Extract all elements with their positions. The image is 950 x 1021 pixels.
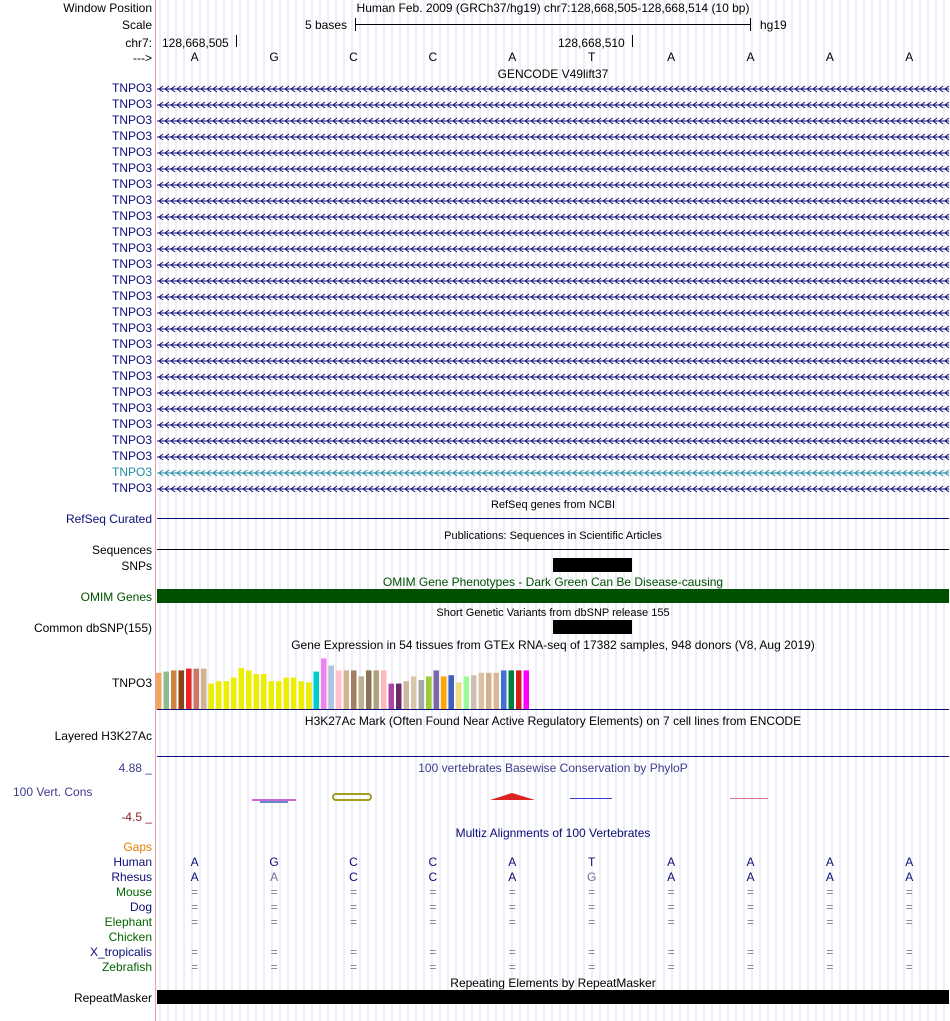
phylop-min-label: -4.5 _ — [121, 810, 152, 824]
gencode-transcript-line[interactable] — [157, 325, 949, 333]
species-label[interactable]: Rhesus — [111, 870, 152, 884]
alignment-base: = — [905, 945, 913, 959]
gtex-tissue-bar — [486, 673, 492, 710]
alignment-base: C — [428, 855, 438, 869]
gencode-transcript-line[interactable] — [157, 485, 949, 493]
ruler-base: C — [349, 50, 358, 64]
gtex-tissue-bar — [344, 670, 350, 710]
alignment-base: A — [746, 870, 755, 884]
gencode-transcript-label[interactable]: TNPO3 — [111, 481, 152, 495]
species-label[interactable]: Chicken — [108, 930, 152, 944]
dbsnp-track-title: Short Genetic Variants from dbSNP release 155 — [436, 607, 670, 619]
alignment-base: = — [508, 945, 516, 959]
ruler-base: A — [746, 50, 755, 64]
h3k27ac-track-label[interactable]: Layered H3K27Ac — [54, 729, 152, 743]
ruler-position-mid: 128,668,510 — [558, 36, 625, 50]
gtex-tissue-bar — [156, 673, 162, 710]
gencode-transcript-line[interactable] — [157, 197, 949, 205]
ruler-base: C — [428, 50, 438, 64]
alignment-base: = — [588, 915, 596, 929]
alignment-base: A — [905, 870, 914, 884]
gtex-tissue-bar — [314, 672, 320, 710]
gtex-tissue-bar — [329, 666, 335, 710]
gtex-tissue-bar — [516, 670, 522, 710]
alignment-base: A — [190, 870, 199, 884]
gencode-transcript-line[interactable] — [157, 277, 949, 285]
phylop-mark-3 — [490, 793, 535, 800]
alignment-base: = — [429, 960, 437, 974]
gencode-transcript-line[interactable] — [157, 245, 949, 253]
gencode-transcript-line[interactable] — [157, 133, 949, 141]
alignment-base: = — [667, 945, 675, 959]
multiz-track-title: Multiz Alignments of 100 Vertebrates — [455, 826, 651, 840]
alignment-base: = — [905, 960, 913, 974]
refseq-gene-line[interactable] — [157, 518, 949, 519]
phylop-mark-1b — [260, 801, 288, 803]
phylop-track-label[interactable]: 100 Vert. Cons — [13, 785, 93, 799]
alignment-base: A — [746, 855, 755, 869]
alignment-base: = — [667, 885, 675, 899]
gencode-transcript-label[interactable]: TNPO3 — [111, 225, 152, 239]
gtex-tissue-bar — [179, 670, 185, 710]
gtex-track-title: Gene Expression in 54 tissues from GTEx RNA-seq of 17382 samples, 948 donors (V8, Aug 2019) — [291, 638, 815, 652]
gtex-tissue-bar — [494, 673, 500, 710]
alignment-base: = — [826, 945, 834, 959]
gencode-transcript-line[interactable] — [157, 389, 949, 397]
phylop-mark-5 — [730, 798, 768, 799]
gencode-track-title: GENCODE V49lift37 — [497, 67, 609, 81]
alignment-base: = — [588, 960, 596, 974]
strand-label: ---> — [133, 51, 152, 65]
gencode-transcript-label[interactable]: TNPO3 — [111, 257, 152, 271]
gaps-label[interactable]: Gaps — [123, 840, 152, 854]
h3k27ac-baseline — [157, 756, 949, 757]
gencode-transcript-label[interactable]: TNPO3 — [111, 81, 152, 95]
alignment-base: = — [270, 900, 278, 914]
gencode-transcript-label[interactable]: TNPO3 — [111, 465, 152, 479]
alignment-base: = — [508, 900, 516, 914]
gtex-tissue-bar — [471, 675, 477, 710]
alignment-base: = — [905, 915, 913, 929]
omim-track-title: OMIM Gene Phenotypes - Dark Green Can Be Disease-causing — [382, 575, 724, 589]
gencode-transcript-line[interactable] — [157, 437, 949, 445]
gtex-baseline — [157, 709, 949, 710]
alignment-base: = — [191, 960, 199, 974]
gtex-tissue-bar — [381, 670, 387, 710]
alignment-base: A — [190, 855, 199, 869]
alignment-base: = — [349, 885, 358, 899]
gencode-transcript-label[interactable]: TNPO3 — [111, 145, 152, 159]
alignment-base: = — [270, 915, 278, 929]
phylop-mark-2 — [333, 794, 371, 800]
species-label[interactable]: Dog — [129, 900, 152, 914]
phylop-track-title: 100 vertebrates Basewise Conservation by PhyloP — [418, 761, 688, 775]
alignment-base: C — [428, 870, 438, 884]
species-label[interactable]: Elephant — [104, 915, 152, 929]
alignment-base: A — [825, 855, 834, 869]
gencode-transcript-label[interactable]: TNPO3 — [111, 433, 152, 447]
gencode-transcript-label[interactable]: TNPO3 — [111, 305, 152, 319]
omim-track-label[interactable]: OMIM Genes — [80, 590, 152, 604]
gencode-transcript-label[interactable]: TNPO3 — [111, 241, 152, 255]
species-label[interactable]: Mouse — [115, 885, 152, 899]
label-separator — [155, 0, 156, 1021]
alignment-base: = — [349, 945, 358, 959]
alignment-base: T — [588, 855, 596, 869]
alignment-base: = — [746, 960, 755, 974]
gencode-transcript-label[interactable]: TNPO3 — [111, 113, 152, 127]
repeatmasker-block[interactable] — [157, 990, 949, 1004]
alignment-base: = — [429, 885, 437, 899]
alignment-base: = — [826, 900, 834, 914]
gtex-tissue-bar — [201, 669, 207, 710]
gtex-tissue-bar — [186, 669, 192, 710]
gtex-tissue-bar — [449, 675, 455, 710]
phylop-mark-1 — [252, 799, 296, 801]
gtex-tissue-bar — [276, 681, 282, 710]
repeatmasker-track-label[interactable]: RepeatMasker — [73, 991, 152, 1005]
gencode-transcript-line[interactable] — [157, 85, 949, 93]
gtex-tissue-bar — [501, 670, 507, 710]
gencode-transcript-label[interactable]: TNPO3 — [111, 337, 152, 351]
assembly-label: hg19 — [760, 18, 787, 32]
alignment-base: = — [508, 915, 516, 929]
ruler-base: A — [667, 50, 676, 64]
alignment-base: = — [349, 900, 358, 914]
publications-line[interactable] — [157, 549, 949, 550]
gtex-tissue-bar — [299, 681, 305, 710]
gtex-tissue-bar — [194, 669, 200, 710]
alignment-base: = — [191, 885, 199, 899]
gtex-tissue-bar — [479, 673, 485, 710]
ruler-base: A — [190, 50, 199, 64]
gencode-transcript-line[interactable] — [157, 101, 949, 109]
gencode-transcript-line[interactable] — [157, 357, 949, 365]
gtex-tissue-bar — [509, 670, 515, 710]
chrom-label: chr7: — [125, 36, 152, 50]
alignment-base: G — [269, 855, 279, 869]
alignment-base: = — [746, 900, 755, 914]
alignment-base: = — [270, 945, 278, 959]
snp-block[interactable] — [553, 558, 632, 572]
alignment-base: = — [667, 900, 675, 914]
gtex-tissue-bar — [291, 678, 297, 710]
alignment-base: A — [508, 870, 517, 884]
alignment-base: = — [746, 915, 755, 929]
gtex-tissue-bar — [254, 674, 260, 710]
gencode-transcript-line[interactable] — [157, 341, 949, 349]
gencode-transcript-label[interactable]: TNPO3 — [111, 417, 152, 431]
gtex-tissue-bar — [171, 670, 177, 710]
gtex-tissue-bar — [411, 676, 417, 710]
gtex-tissue-bar — [284, 678, 290, 710]
gencode-transcript-label[interactable]: TNPO3 — [111, 401, 152, 415]
gtex-tissue-bar — [389, 684, 395, 710]
species-label[interactable]: Zebrafish — [101, 960, 152, 974]
gencode-transcript-label[interactable]: TNPO3 — [111, 161, 152, 175]
gencode-transcript-line[interactable] — [157, 149, 949, 157]
alignment-base: = — [905, 900, 913, 914]
gtex-tissue-bar — [366, 670, 372, 710]
gtex-tissue-bar — [351, 670, 357, 710]
gencode-transcript-label[interactable]: TNPO3 — [111, 369, 152, 383]
window-position-title: Human Feb. 2009 (GRCh37/hg19) chr7:128,668,505-128,668,514 (10 bp) — [356, 1, 750, 15]
dbsnp-track-label[interactable]: Common dbSNP(155) — [33, 621, 152, 635]
dbsnp-block[interactable] — [553, 620, 632, 634]
alignment-base: = — [588, 945, 596, 959]
gtex-tissue-bar — [374, 670, 380, 710]
h3k27ac-track-title: H3K27Ac Mark (Often Found Near Active Regulatory Elements) on 7 cell lines from ENCODE — [304, 714, 802, 728]
alignment-base: = — [667, 960, 675, 974]
alignment-base: C — [349, 855, 358, 869]
alignment-base: = — [429, 900, 437, 914]
alignment-base: = — [191, 945, 199, 959]
gencode-transcript-label[interactable]: TNPO3 — [111, 289, 152, 303]
gencode-transcript-line[interactable] — [157, 405, 949, 413]
gencode-transcript-line[interactable] — [157, 117, 949, 125]
gencode-transcript-line[interactable] — [157, 229, 949, 237]
gencode-transcript-label[interactable]: TNPO3 — [111, 273, 152, 287]
scale-bar — [355, 24, 750, 25]
gtex-tissue-bar — [419, 680, 425, 710]
gencode-transcript-label[interactable]: TNPO3 — [111, 177, 152, 191]
alignment-base: = — [826, 885, 834, 899]
gencode-transcript-line[interactable] — [157, 373, 949, 381]
refseq-track-title: RefSeq genes from NCBI — [490, 499, 616, 511]
repeatmasker-track-title: Repeating Elements by RepeatMasker — [450, 976, 656, 990]
gencode-transcript-line[interactable] — [157, 181, 949, 189]
alignment-base: A — [825, 870, 834, 884]
alignment-base: = — [191, 900, 199, 914]
alignment-base: A — [508, 855, 517, 869]
gtex-tissue-bar — [306, 682, 312, 710]
gtex-tissue-bar — [246, 670, 252, 710]
gencode-transcript-line[interactable] — [157, 421, 949, 429]
alignment-base: = — [270, 960, 278, 974]
gencode-transcript-label[interactable]: TNPO3 — [111, 97, 152, 111]
ruler-base: A — [508, 50, 517, 64]
alignment-base: = — [429, 945, 437, 959]
alignment-base: = — [429, 915, 437, 929]
omim-gene-bar[interactable] — [157, 589, 949, 603]
snps-track-label[interactable]: SNPs — [121, 559, 152, 573]
gencode-transcript-line[interactable] — [157, 453, 949, 461]
ruler-position-left: 128,668,505 — [162, 36, 229, 50]
gtex-tissue-bar — [321, 658, 327, 710]
gtex-track-label[interactable]: TNPO3 — [111, 676, 152, 690]
gtex-tissue-bar — [261, 674, 267, 710]
gencode-transcript-line[interactable] — [157, 309, 949, 317]
refseq-track-label[interactable]: RefSeq Curated — [65, 512, 152, 526]
gtex-tissue-bar — [269, 681, 275, 710]
scale-label: Scale — [121, 18, 152, 32]
alignment-base: A — [667, 870, 676, 884]
alignment-base: A — [667, 855, 676, 869]
alignment-base: = — [270, 885, 278, 899]
gencode-transcript-label[interactable]: TNPO3 — [111, 449, 152, 463]
scale-text: 5 bases — [305, 18, 348, 32]
ruler-base: A — [905, 50, 914, 64]
gtex-tissue-bar — [434, 670, 440, 710]
gencode-transcript-line[interactable] — [157, 293, 949, 301]
gtex-tissue-bar — [336, 670, 342, 710]
alignment-base: = — [826, 915, 834, 929]
ruler-tick-left — [236, 35, 237, 47]
alignment-base: = — [191, 915, 199, 929]
alignment-base: = — [588, 885, 596, 899]
alignment-base: = — [746, 885, 755, 899]
ruler-base: G — [269, 50, 279, 64]
gtex-tissue-bar — [524, 670, 530, 710]
gtex-tissue-bar — [209, 684, 215, 710]
alignment-base: = — [667, 915, 675, 929]
ruler-tick-mid — [632, 35, 633, 47]
gencode-transcript-line[interactable] — [157, 213, 949, 221]
species-label[interactable]: X_tropicalis — [89, 945, 152, 959]
alignment-base: = — [905, 885, 913, 899]
publications-track-title: Publications: Sequences in Scientific Articles — [444, 530, 662, 542]
alignment-base: A — [905, 855, 914, 869]
gtex-tissue-bar — [216, 681, 222, 710]
gtex-tissue-bar — [441, 676, 447, 710]
alignment-base: = — [508, 960, 516, 974]
publications-track-label[interactable]: Sequences — [91, 543, 152, 557]
alignment-base: = — [349, 915, 358, 929]
gencode-transcript-label[interactable]: TNPO3 — [111, 385, 152, 399]
gtex-tissue-bar — [239, 668, 245, 710]
phylop-max-label: 4.88 _ — [118, 761, 152, 775]
alignment-base: = — [746, 945, 755, 959]
species-label[interactable]: Human — [113, 855, 152, 869]
gtex-tissue-bar — [404, 681, 410, 710]
gtex-tissue-bar — [426, 676, 432, 710]
ruler-base: A — [825, 50, 834, 64]
gencode-transcript-line[interactable] — [157, 261, 949, 269]
gtex-tissue-bar — [231, 678, 237, 710]
alignment-base: = — [349, 960, 358, 974]
gencode-transcript-label[interactable]: TNPO3 — [111, 321, 152, 335]
ruler-base: T — [588, 50, 596, 64]
scale-bar-left-tick — [355, 18, 356, 31]
gtex-tissue-bar — [396, 684, 402, 710]
gtex-tissue-bar — [164, 672, 170, 710]
gencode-transcript-line[interactable] — [157, 165, 949, 173]
scale-bar-right-tick — [750, 18, 751, 31]
alignment-base: G — [587, 870, 597, 884]
gencode-transcript-line[interactable] — [157, 469, 949, 477]
alignment-base: = — [826, 960, 834, 974]
alignment-base: A — [270, 870, 279, 884]
gtex-tissue-bar — [359, 676, 365, 710]
gencode-transcript-label[interactable]: TNPO3 — [111, 353, 152, 367]
window-position-label: Window Position — [63, 1, 152, 15]
gencode-transcript-label[interactable]: TNPO3 — [111, 193, 152, 207]
gencode-transcript-label[interactable]: TNPO3 — [111, 209, 152, 223]
gtex-tissue-bar — [464, 676, 470, 710]
phylop-signal[interactable] — [155, 792, 950, 806]
alignment-base: = — [508, 885, 516, 899]
gencode-transcript-label[interactable]: TNPO3 — [111, 129, 152, 143]
gtex-tissue-bar — [456, 682, 462, 710]
gtex-tissue-bar — [224, 681, 230, 710]
gtex-bar-chart[interactable] — [155, 650, 555, 710]
alignment-base: C — [349, 870, 358, 884]
alignment-base: = — [588, 900, 596, 914]
phylop-mark-4 — [570, 798, 612, 799]
